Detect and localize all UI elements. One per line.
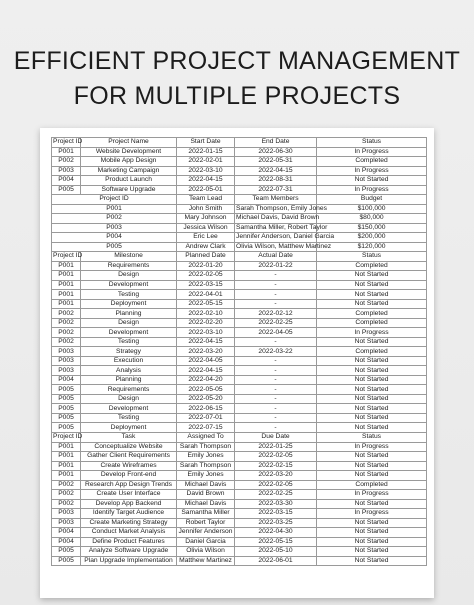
table-cell: Olivia Wilson, Matthew Martinez [236, 242, 332, 250]
table-cell: P005 [52, 385, 81, 395]
header-cell: Project ID [53, 433, 83, 441]
table-cell: Gather Client Requirements [81, 452, 177, 462]
header-cell: Actual Date [235, 252, 317, 262]
table-cell: $200,000 [317, 233, 427, 243]
table-cell: Emily Jones [177, 471, 235, 481]
table-cell: P001 [52, 299, 81, 309]
table-cell: 2022-03-20 [177, 347, 235, 357]
table-row [52, 337, 427, 347]
table-cell: P005 [52, 185, 81, 195]
table-cell: Not Started [317, 452, 427, 462]
table-cell: Completed [317, 480, 427, 490]
table-row [52, 223, 427, 233]
table-row [52, 318, 427, 328]
header-cell: Project ID [52, 195, 177, 205]
table-cell: Completed [317, 347, 427, 357]
table-cell: In Progress [317, 147, 427, 157]
header-cell: Task [81, 432, 177, 442]
table-cell: 2022-01-22 [235, 261, 317, 271]
table-row [52, 509, 427, 519]
table-cell: Jennifer Anderson [177, 528, 235, 538]
table-cell: Not Started [317, 280, 427, 290]
table-cell: - [235, 280, 317, 290]
table-cell: Robert Taylor [177, 518, 235, 528]
table-cell: Website Development [81, 147, 177, 157]
table-cell: 2022-04-20 [177, 375, 235, 385]
table-row [52, 242, 427, 252]
table-cell: 2022-05-15 [235, 537, 317, 547]
header-cell: Project ID [53, 138, 83, 146]
title-line-2: FOR MULTIPLE PROJECTS [73, 82, 401, 110]
table-cell: Not Started [317, 366, 427, 376]
table-row [52, 299, 427, 309]
table-cell: P005 [52, 394, 81, 404]
table-row [52, 366, 427, 376]
table-row [52, 518, 427, 528]
table-cell: 2022-01-15 [177, 147, 235, 157]
table-cell: P001 [52, 204, 177, 214]
table-cell: $150,000 [317, 223, 427, 233]
table-cell: Conceptualize Website [81, 442, 177, 452]
table-cell: P002 [52, 328, 81, 338]
table-cell: 2022-04-15 [177, 337, 235, 347]
table-cell: Define Product Features [81, 537, 177, 547]
table-cell: Samantha Miller, Robert Taylor [236, 223, 328, 231]
table-cell: David Brown [177, 490, 235, 500]
table-cell: Not Started [317, 290, 427, 300]
table-cell: - [235, 290, 317, 300]
header-cell: Due Date [235, 432, 317, 442]
table-cell: Analysis [81, 366, 177, 376]
table-cell: P004 [52, 537, 81, 547]
table-cell: $100,000 [317, 204, 427, 214]
table-cell: 2022-02-25 [235, 318, 317, 328]
table-cell: Completed [317, 309, 427, 319]
table-cell: Deployment [81, 423, 177, 433]
table-cell: 2022-03-15 [235, 509, 317, 519]
table-cell: Deployment [81, 299, 177, 309]
table-cell: - [235, 413, 317, 423]
table-cell: Olivia Wilson [177, 547, 235, 557]
table-cell: 2022-04-15 [177, 366, 235, 376]
table-cell: P002 [52, 490, 81, 500]
table-cell: Not Started [317, 537, 427, 547]
table-row [52, 413, 427, 423]
table-cell: Mary Johnson [177, 214, 235, 224]
table-cell: 2022-03-30 [235, 499, 317, 509]
table-cell: Development [81, 328, 177, 338]
table-cell: 2022-06-30 [235, 147, 317, 157]
table-row [52, 214, 427, 224]
table-cell: Testing [81, 290, 177, 300]
header-cell: Team Lead [177, 195, 235, 205]
table-row [52, 280, 427, 290]
table-cell: Michael Davis [177, 480, 235, 490]
table-cell: 2022-04-05 [177, 356, 235, 366]
table-row [52, 290, 427, 300]
table-cell: P002 [52, 157, 81, 167]
table-cell: 2022-05-15 [177, 299, 235, 309]
table-row [52, 490, 427, 500]
table-row [52, 328, 427, 338]
table-cell: Conduct Market Analysis [81, 528, 177, 538]
table-cell: Not Started [317, 176, 427, 186]
table-cell: In Progress [317, 442, 427, 452]
table-cell: Requirements [81, 261, 177, 271]
table-cell: 2022-03-20 [235, 471, 317, 481]
table-cell: P001 [52, 452, 81, 462]
table-cell: Create Wireframes [81, 461, 177, 471]
table-cell: - [235, 366, 317, 376]
table-cell: P002 [52, 318, 81, 328]
table-cell: P003 [52, 347, 81, 357]
table-cell: Mobile App Design [81, 157, 177, 167]
table-cell: Not Started [317, 528, 427, 538]
table-row [52, 452, 427, 462]
table-cell: Jennifer Anderson, Daniel Garcia [236, 233, 335, 241]
table-cell: John Smith [177, 204, 235, 214]
table-row [52, 547, 427, 557]
table-cell: Not Started [317, 404, 427, 414]
header-cell: Assigned To [177, 432, 235, 442]
table-cell: 2022-03-10 [177, 166, 235, 176]
table-row [52, 347, 427, 357]
table-cell: Not Started [317, 337, 427, 347]
header-cell: Milestone [81, 252, 177, 262]
header-cell: Status [317, 138, 427, 148]
table-cell: 2022-05-31 [235, 157, 317, 167]
table-cell: 2022-04-01 [177, 290, 235, 300]
table-cell: Completed [317, 261, 427, 271]
table-cell: - [235, 337, 317, 347]
table-cell: Not Started [317, 499, 427, 509]
table-cell: Matthew Martinez [177, 556, 235, 566]
table-cell: P005 [52, 556, 81, 566]
table-row [52, 157, 427, 167]
table-cell: 2022-05-20 [177, 394, 235, 404]
header-cell: Project Name [81, 138, 177, 148]
header-cell: Start Date [177, 138, 235, 148]
table-cell: P001 [52, 147, 81, 157]
table-row [52, 375, 427, 385]
tasks-header-row [52, 432, 427, 442]
table-cell: 2022-05-10 [235, 547, 317, 557]
table-cell: P003 [52, 223, 177, 233]
table-cell: 2022-01-20 [177, 261, 235, 271]
table-row [52, 356, 427, 366]
table-cell: Emily Jones [177, 452, 235, 462]
table-cell: P004 [52, 375, 81, 385]
table-cell: In Progress [317, 166, 427, 176]
table-cell: Strategy [81, 347, 177, 357]
table-cell: Not Started [317, 423, 427, 433]
table-cell: 2022-07-15 [177, 423, 235, 433]
table-cell: In Progress [317, 509, 427, 519]
table-cell: Marketing Campaign [81, 166, 177, 176]
table-cell: Create Marketing Strategy [81, 518, 177, 528]
table-cell: P001 [52, 461, 81, 471]
table-cell: Develop Front-end [81, 471, 177, 481]
table-row [52, 147, 427, 157]
table-row [52, 556, 427, 566]
table-cell: Testing [81, 337, 177, 347]
table-cell: Identify Target Audience [81, 509, 177, 519]
table-cell: - [235, 404, 317, 414]
table-cell: P001 [52, 261, 81, 271]
table-cell: 2022-03-25 [235, 518, 317, 528]
table-cell: Andrew Clark [177, 242, 235, 252]
table-cell: Not Started [317, 556, 427, 566]
table-cell: 2022-03-10 [177, 328, 235, 338]
table-row [52, 233, 427, 243]
table-row [52, 528, 427, 538]
table-cell: 2022-08-31 [235, 176, 317, 186]
table-row [52, 185, 427, 195]
table-cell: Michael Davis [177, 499, 235, 509]
table-cell: Plan Upgrade Implementation [81, 556, 177, 566]
table-cell: 2022-04-15 [235, 166, 317, 176]
table-cell: 2022-02-10 [177, 309, 235, 319]
table-cell: Not Started [317, 385, 427, 395]
table-cell: Product Launch [81, 176, 177, 186]
table-cell: Sarah Thompson, Emily Jones [236, 204, 327, 212]
table-cell: Not Started [317, 356, 427, 366]
table-cell: P003 [52, 509, 81, 519]
table-cell: P002 [52, 309, 81, 319]
table-cell: 2022-03-22 [235, 347, 317, 357]
table-cell: P005 [52, 413, 81, 423]
table-cell: P005 [52, 242, 177, 252]
table-cell: 2022-02-05 [235, 480, 317, 490]
table-cell: P004 [52, 528, 81, 538]
table-cell: Eric Lee [177, 233, 235, 243]
table-cell: $120,000 [317, 242, 427, 252]
header-cell: Budget [317, 195, 427, 205]
table-cell: Develop App Backend [81, 499, 177, 509]
table-row [52, 480, 427, 490]
header-cell: Team Members [235, 195, 317, 205]
header-cell: Project ID [53, 252, 83, 260]
table-cell: P003 [52, 356, 81, 366]
table-cell: 2022-01-25 [235, 442, 317, 452]
table-cell: P004 [52, 233, 177, 243]
table-cell: - [235, 375, 317, 385]
table-cell: P003 [52, 366, 81, 376]
spreadsheet-sheet [40, 128, 434, 598]
table-cell: Not Started [317, 547, 427, 557]
table-cell: Design [81, 318, 177, 328]
table-cell: Planning [81, 375, 177, 385]
table-cell: Research App Design Trends [81, 480, 177, 490]
table-cell: - [235, 423, 317, 433]
table-cell: P002 [52, 499, 81, 509]
table-row [52, 461, 427, 471]
table-cell: Development [81, 404, 177, 414]
table-cell: 2022-06-01 [235, 556, 317, 566]
table-cell: P005 [52, 547, 81, 557]
table-row [52, 271, 427, 281]
table-cell: 2022-02-15 [235, 461, 317, 471]
table-cell: In Progress [317, 185, 427, 195]
table-cell: Not Started [317, 299, 427, 309]
table-cell: 2022-04-15 [177, 176, 235, 186]
table-row [52, 537, 427, 547]
header-cell: Status [317, 252, 427, 262]
table-cell: 2022-07-01 [177, 413, 235, 423]
table-row [52, 261, 427, 271]
table-cell: In Progress [317, 328, 427, 338]
table-cell: 2022-03-15 [177, 280, 235, 290]
table-cell: - [235, 385, 317, 395]
table-cell: $80,000 [317, 214, 427, 224]
table-row [52, 309, 427, 319]
table-cell: P001 [52, 471, 81, 481]
table-cell: Daniel Garcia [177, 537, 235, 547]
table-cell: 2022-05-05 [177, 385, 235, 395]
table-cell: Jessica Wilson [177, 223, 235, 233]
table-cell: Michael Davis, David Brown [236, 214, 320, 222]
table-cell: Samantha Miller [177, 509, 235, 519]
project-table [51, 137, 427, 566]
table-cell: 2022-05-01 [177, 185, 235, 195]
table-cell: P002 [52, 337, 81, 347]
table-cell: - [235, 299, 317, 309]
table-cell: Completed [317, 157, 427, 167]
table-row [52, 204, 427, 214]
table-cell: P001 [52, 290, 81, 300]
table-cell: Design [81, 394, 177, 404]
table-cell: P005 [52, 404, 81, 414]
teams-header-row [52, 195, 427, 205]
table-cell: Testing [81, 413, 177, 423]
table-row [52, 176, 427, 186]
table-row [52, 499, 427, 509]
table-cell: 2022-04-05 [235, 328, 317, 338]
table-cell: Create User Interface [81, 490, 177, 500]
title-line-1: EFFICIENT PROJECT MANAGEMENT [13, 47, 461, 75]
table-cell: 2022-02-20 [177, 318, 235, 328]
table-row [52, 166, 427, 176]
projects-header-row [52, 138, 427, 148]
table-cell: P003 [52, 518, 81, 528]
header-cell: End Date [235, 138, 317, 148]
table-row [52, 404, 427, 414]
table-cell: P001 [52, 280, 81, 290]
table-cell: - [235, 271, 317, 281]
table-row [52, 442, 427, 452]
table-cell: 2022-07-31 [235, 185, 317, 195]
table-cell: Execution [81, 356, 177, 366]
table-cell: In Progress [317, 490, 427, 500]
table-cell: P002 [52, 214, 177, 224]
table-cell: Sarah Thompson [177, 442, 235, 452]
table-cell: Not Started [317, 271, 427, 281]
table-cell: Not Started [317, 394, 427, 404]
header-cell: Status [317, 432, 427, 442]
table-cell: 2022-04-30 [235, 528, 317, 538]
header-cell: Planned Date [177, 252, 235, 262]
table-row [52, 394, 427, 404]
table-cell: Completed [317, 318, 427, 328]
table-cell: - [235, 394, 317, 404]
table-cell: Not Started [317, 413, 427, 423]
table-cell: 2022-02-05 [177, 271, 235, 281]
table-cell: Software Upgrade [81, 185, 177, 195]
table-row [52, 423, 427, 433]
table-cell: 2022-02-05 [235, 452, 317, 462]
table-cell: Not Started [317, 375, 427, 385]
table-cell: 2022-06-15 [177, 404, 235, 414]
table-cell: P004 [52, 176, 81, 186]
milestones-header-row [52, 252, 427, 262]
page-title [0, 44, 474, 114]
table-cell: Not Started [317, 461, 427, 471]
table-cell: Design [81, 271, 177, 281]
table-cell: 2022-02-12 [235, 309, 317, 319]
table-cell: Analyze Software Upgrade [81, 547, 177, 557]
table-cell: P002 [52, 480, 81, 490]
table-cell: P003 [52, 166, 81, 176]
table-row [52, 471, 427, 481]
table-cell: P001 [52, 271, 81, 281]
table-cell: Not Started [317, 471, 427, 481]
table-cell: 2022-02-01 [177, 157, 235, 167]
table-cell: Sarah Thompson [177, 461, 235, 471]
table-cell: P005 [52, 423, 81, 433]
table-cell: Development [81, 280, 177, 290]
table-cell: Not Started [317, 518, 427, 528]
table-row [52, 385, 427, 395]
table-cell: - [235, 356, 317, 366]
table-cell: Planning [81, 309, 177, 319]
table-cell: P001 [52, 442, 81, 452]
table-cell: 2022-02-25 [235, 490, 317, 500]
table-cell: Requirements [81, 385, 177, 395]
